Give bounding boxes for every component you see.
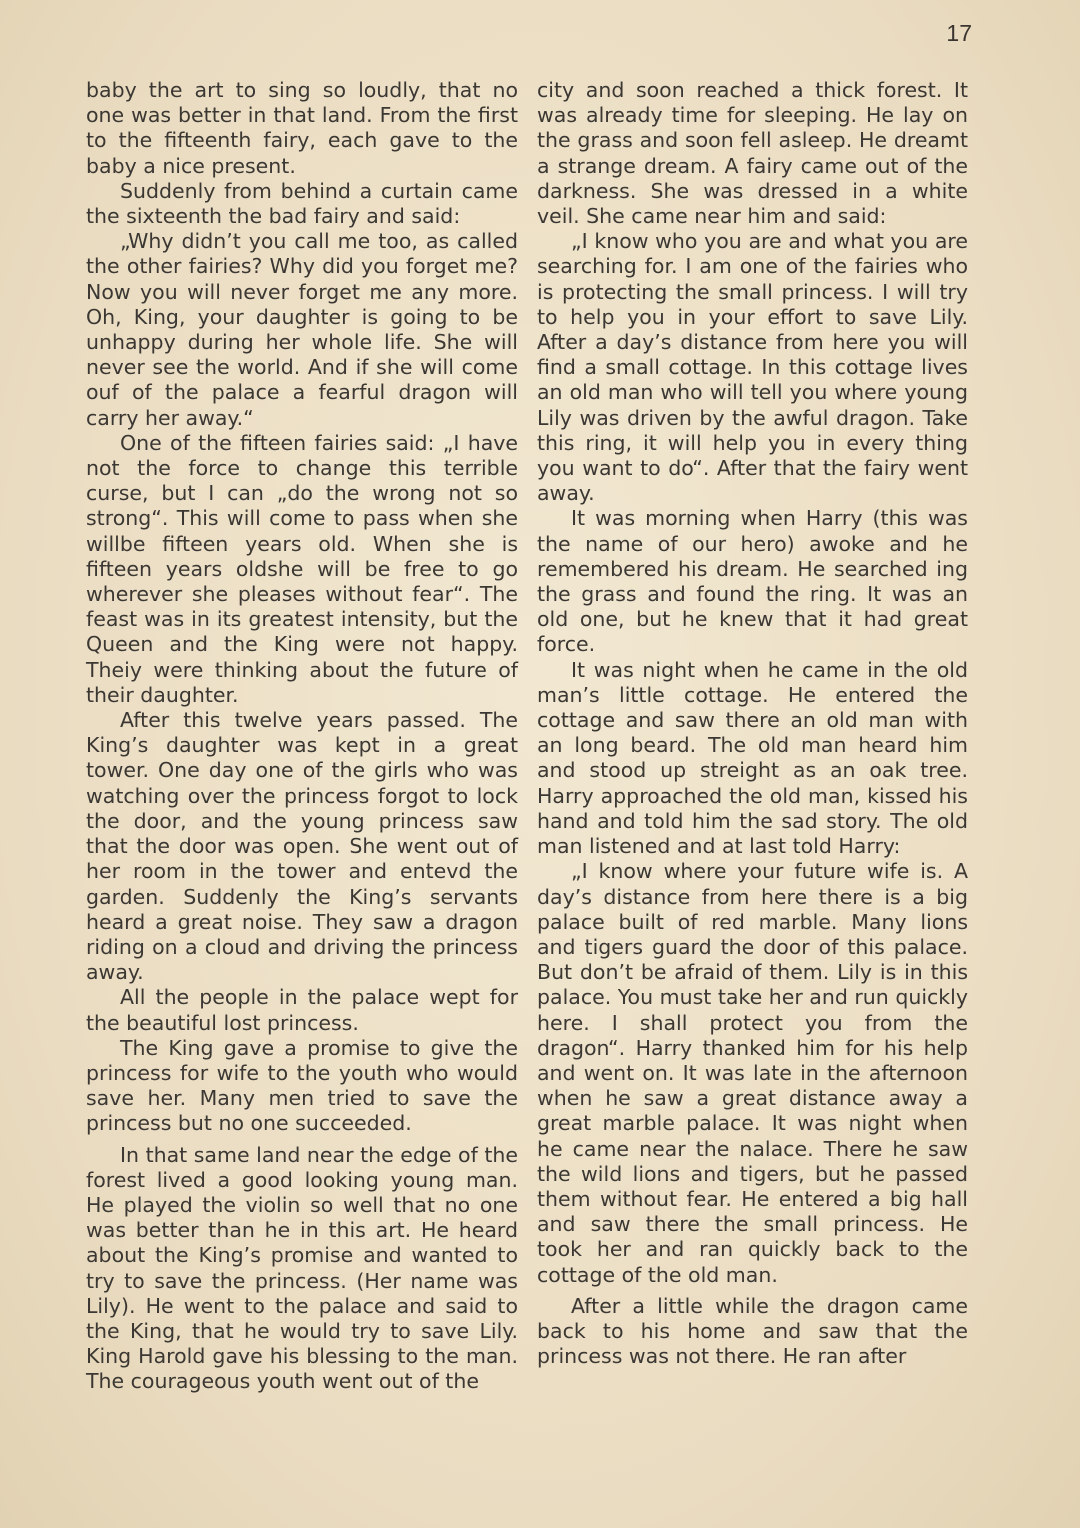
- right-text-column: [537, 78, 968, 1369]
- paragraph: baby the art to sing so loudly, that no one was better in that land. From the first to the fifteenth fairy, each gave to the baby a nice present.: [86, 78, 518, 178]
- paragraph: After this twelve years passed. The King’s daughter was kept in a great tower. One day one of the girls who was watching over the princess forgot to lock the door, and the young princess saw that the door was open. She went out of her room in the tower and entevd the garden. Suddenly the King’s servants heard a great noise. They saw a dragon riding on a cloud and driving the princess away.: [86, 708, 518, 985]
- paragraph: In that same land near the edge of the forest lived a good looking young man. He played the violin so well that no one was better than he in this art. He heard about the King’s promise and wanted to try to save the princess. (Her name was Lily). He went to the palace and said to the King, that he would try to save Lily. King Harold gave his blessing to the man. The courageous youth went out of the: [86, 1142, 518, 1394]
- paragraph: The King gave a promise to give the princess for wife to the youth who would save her. Many men tried to save the princess but no one succeeded.: [86, 1035, 518, 1136]
- left-text-column: [86, 78, 518, 1395]
- paragraph: After a little while the dragon came back to his home and saw that the princess was not there. He ran after: [537, 1293, 968, 1369]
- paragraph: One of the fifteen fairies said: „I have not the force to change this terrible curse, but I can „do the wrong not so strong“. This will come to pass when she willbe fifteen years old. When she is fifteen years oldshe will be free to go wherever she pleases without fear“. The feast was in its greatest intensity, but the Queen and the King were not happy. Theiy were thinking about the future of their daughter.: [86, 430, 518, 707]
- paragraph: „I know where your future wife is. A day’s distance from here there is a big palace built of red marble. Many lions and tigers guard the door of this palace. But don’t be afraid of them. Lily is in this palace. You must take her and run quickly here. I shall protect you from the dragon“. Harry thanked him for his help and went on. It was late in the afternoon when he saw a great distance away a great marble palace. It was night when he came near the nalace. There he saw the wild lions and tigers, but he passed them without fear. He entered a big hall and saw there the small princess. He took her and ran quickly back to the cottage of the old man.: [537, 859, 968, 1287]
- paragraph: It was morning when Harry (this was the name of our hero) awoke and he remembered his dream. He searched ing the grass and found the ring. It was an old one, but he knew that it had great force.: [537, 506, 968, 657]
- paragraph: „I know who you are and what you are searching for. I am one of the fairies who is protecting the small princess. I will try to help you in your effort to save Lily. After a day’s distance from here you will find a small cottage. In this cottage lives an old man who will tell you where young Lily was driven by the awful dragon. Take this ring, it will help you in every thing you want to do“. After that the fairy went away.: [537, 229, 968, 506]
- paragraph: All the people in the palace wept for the beautiful lost princess.: [86, 985, 518, 1035]
- paragraph: „Why didn’t you call me too, as called the other fairies? Why did you forget me? Now you will never forget me any more. Oh, King, your daughter is going to be unhappy during her whole life. She will never see the world. And if she will come ouf of the palace a fearful dragon will carry her away.“: [86, 229, 518, 430]
- paragraph: Suddenly from behind a curtain came the sixteenth the bad fairy and said:: [86, 178, 518, 229]
- page-number: 17: [946, 20, 972, 46]
- paragraph: city and soon reached a thick forest. It was already time for sleeping. He lay on the grass and soon fell asleep. He dreamt a strange dream. A fairy came out of the darkness. She was dressed in a white veil. She came near him and said:: [537, 78, 968, 229]
- paragraph: It was night when he came in the old man’s little cottage. He entered the cottage and saw there an old man with an long beard. The old man heard him and stood up streight as an oak tree. Harry approached the old man, kissed his hand and told him the sad story. The old man listened and at last told Harry:: [537, 657, 968, 859]
